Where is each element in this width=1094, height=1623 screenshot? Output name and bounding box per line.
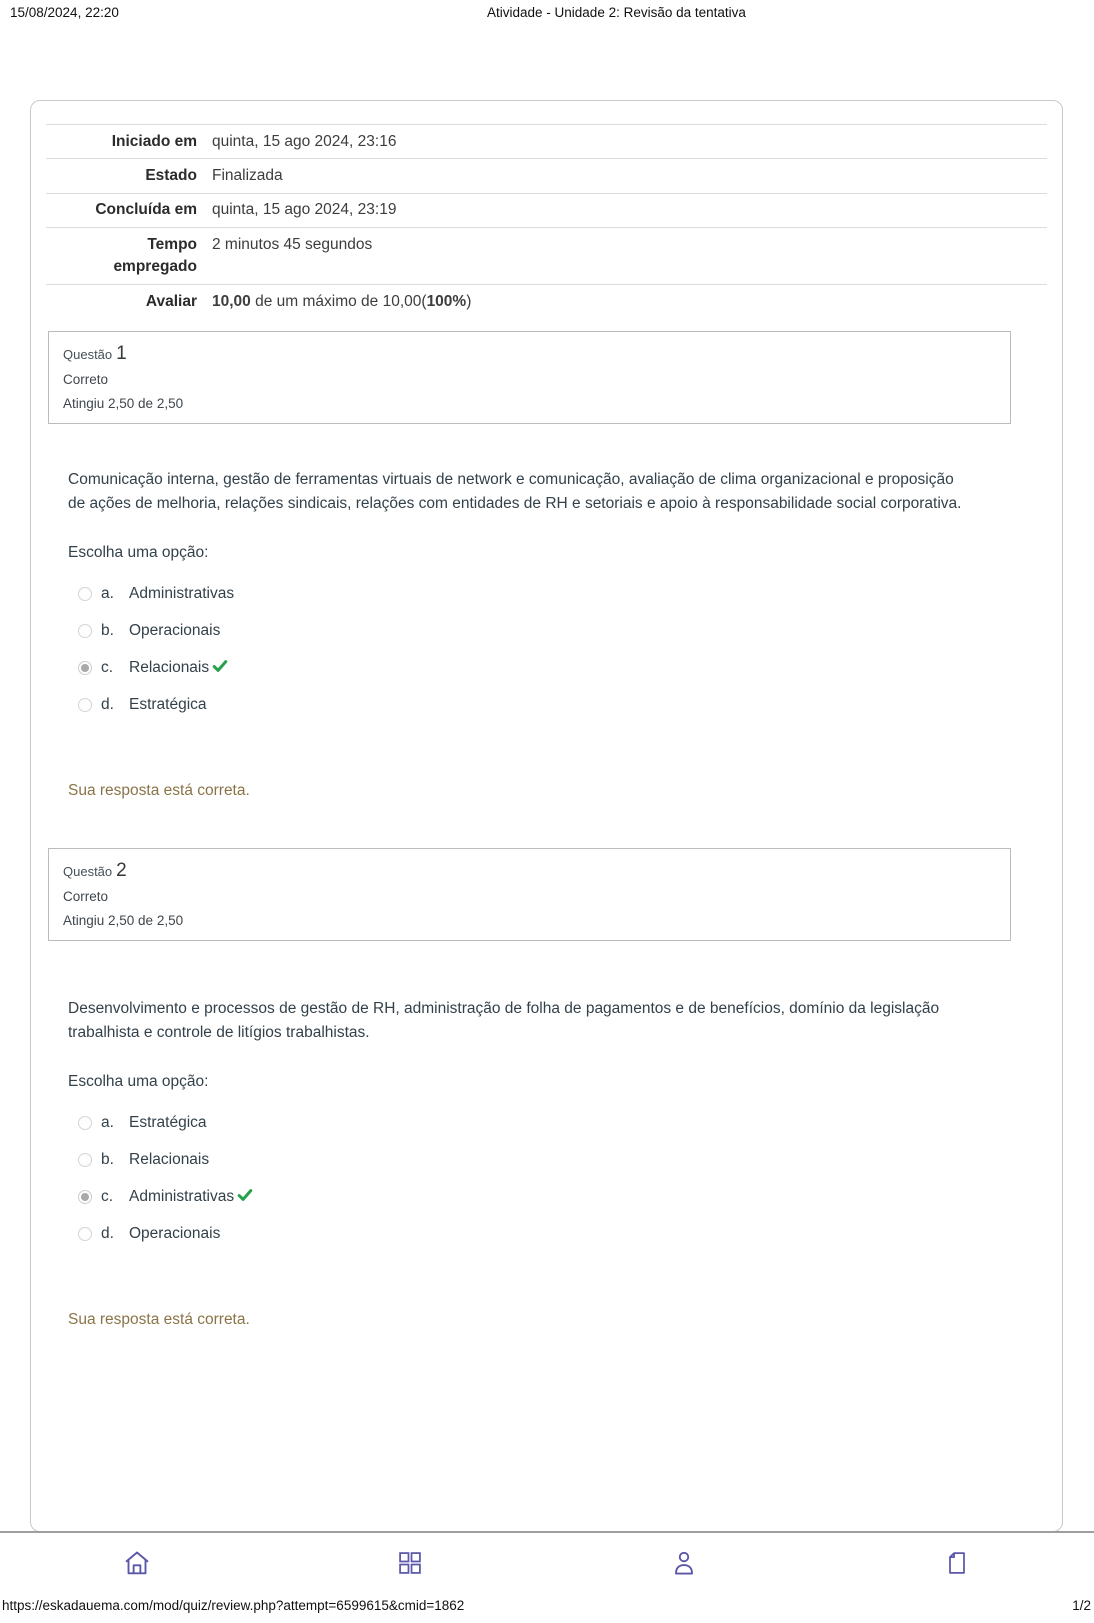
options-list (78, 584, 1062, 716)
summary-label: Iniciado em (111, 132, 197, 150)
nav-grid-button[interactable] (274, 1542, 548, 1584)
footer-url: https://eskadauema.com/mod/quiz/review.php?attempt=6599615&cmid=1862 (2, 1598, 465, 1613)
option-letter: c. (101, 659, 114, 677)
summary-value: 2 minutos 45 segundos (212, 235, 373, 253)
correct-check-icon (237, 1187, 253, 1203)
bottom-nav (0, 1542, 1094, 1584)
option-row-c-selected[interactable] (78, 1187, 1062, 1208)
option-letter: a. (101, 1114, 114, 1132)
option-row-b[interactable] (78, 621, 1062, 642)
option-row-d[interactable] (78, 695, 1062, 716)
question-number-label: Questão (63, 346, 113, 362)
footer-page-number: 1/2 (1072, 1598, 1091, 1613)
question-info-box-1 (48, 331, 1011, 424)
grade-paren: ) (466, 292, 472, 310)
nav-file-button[interactable] (821, 1542, 1094, 1584)
question-number: 2 (116, 859, 127, 881)
answer-feedback: Sua resposta está correta. (68, 1310, 250, 1328)
summary-row-completed (46, 193, 1047, 227)
summary-value: Finalizada (212, 166, 283, 184)
summary-label: Concluída em (95, 201, 197, 219)
summary-row-time-taken (46, 227, 1047, 284)
option-letter: d. (101, 696, 114, 714)
bottom-nav-separator (0, 1531, 1094, 1533)
grid-icon (396, 1549, 424, 1577)
question-points: Atingiu 2,50 de 2,50 (63, 395, 184, 411)
option-letter: a. (101, 585, 114, 603)
option-label: Administrativas (129, 585, 235, 603)
option-radio[interactable] (78, 587, 92, 601)
option-row-d[interactable] (78, 1224, 1062, 1245)
grade-value: 10,00 (212, 292, 251, 310)
question-status: Correto (63, 371, 109, 387)
summary-label (46, 234, 212, 279)
option-label: Relacionais (129, 1151, 210, 1169)
option-label: Operacionais (129, 622, 221, 640)
grade-text: de um máximo de 10,00( (250, 292, 427, 310)
option-radio-selected[interactable] (78, 661, 92, 675)
question-content-1 (68, 468, 1062, 800)
choice-prompt: Escolha uma opção: (68, 1072, 209, 1090)
option-row-a[interactable] (78, 1113, 1062, 1134)
question-number-line (63, 343, 996, 365)
question-status: Correto (63, 888, 109, 904)
question-text: Comunicação interna, gestão de ferramentas virtuais de network e comunicação, avaliação de clima organizacional e proposição de ações de melhoria, relações sindicais, relações com entidades de RH e setoriais e apoio à responsabilidade social corporativa. (68, 470, 962, 512)
option-label: Estratégica (129, 1114, 207, 1132)
quiz-review-card (30, 100, 1063, 1532)
summary-row-state (46, 158, 1047, 192)
option-radio-selected[interactable] (78, 1190, 92, 1204)
question-points: Atingiu 2,50 de 2,50 (63, 912, 184, 928)
summary-value: quinta, 15 ago 2024, 23:19 (212, 201, 397, 219)
grade-percent: 100% (426, 292, 467, 310)
nav-user-button[interactable] (547, 1542, 821, 1584)
option-letter: b. (101, 1151, 114, 1169)
header-datetime: 15/08/2024, 22:20 (10, 5, 119, 20)
option-letter: c. (101, 1188, 114, 1206)
header-title: Atividade - Unidade 2: Revisão da tentativa (487, 5, 746, 20)
nav-home-button[interactable] (0, 1542, 274, 1584)
question-number-label: Questão (63, 863, 113, 879)
question-number-line (63, 860, 996, 882)
option-radio[interactable] (78, 1116, 92, 1130)
summary-row-started (46, 124, 1047, 158)
option-row-a[interactable] (78, 584, 1062, 605)
option-radio[interactable] (78, 1153, 92, 1167)
option-row-c-selected[interactable] (78, 658, 1062, 679)
attempt-summary-table (46, 124, 1047, 319)
option-letter: d. (101, 1225, 114, 1243)
answer-feedback: Sua resposta está correta. (68, 781, 250, 799)
question-text: Desenvolvimento e processos de gestão de RH, administração de folha de pagamentos e de benefícios, domínio da legislação trabalhista e controle de litígios trabalhistas. (68, 999, 940, 1041)
question-info-box-2 (48, 848, 1011, 941)
summary-row-grade (46, 284, 1047, 318)
option-label: Relacionais (129, 659, 210, 677)
option-row-b[interactable] (78, 1150, 1062, 1171)
question-content-2 (68, 997, 1062, 1329)
summary-value: quinta, 15 ago 2024, 23:16 (212, 132, 397, 150)
options-list (78, 1113, 1062, 1245)
user-icon (669, 1548, 699, 1578)
option-label: Operacionais (129, 1225, 221, 1243)
option-radio[interactable] (78, 1227, 92, 1241)
option-label: Estratégica (129, 696, 207, 714)
file-icon (943, 1549, 971, 1577)
summary-label-text: Tempo empregado (113, 235, 197, 276)
option-radio[interactable] (78, 698, 92, 712)
summary-label: Estado (145, 166, 197, 184)
option-label: Administrativas (129, 1188, 235, 1206)
question-number: 1 (116, 342, 127, 364)
option-radio[interactable] (78, 624, 92, 638)
choice-prompt: Escolha uma opção: (68, 543, 209, 561)
summary-value (212, 291, 1047, 313)
correct-check-icon (212, 658, 228, 674)
home-icon (122, 1548, 152, 1578)
option-letter: b. (101, 622, 114, 640)
summary-label: Avaliar (145, 292, 197, 310)
